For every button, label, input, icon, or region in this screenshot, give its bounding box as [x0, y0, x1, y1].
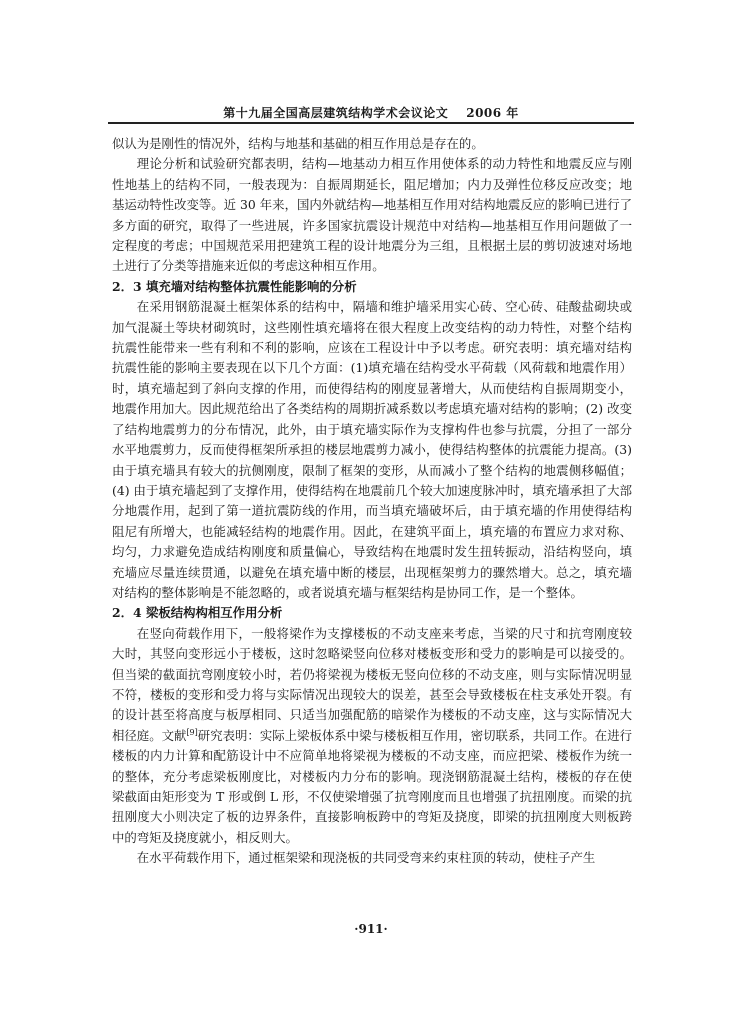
section-heading-2-4: 2．4 梁板结构构相互作用分析	[112, 605, 283, 621]
conference-year: 2006 年	[466, 106, 519, 120]
paragraph-horizontal-load: 在水平荷载作用下，通过框架梁和现浇板的共同受弯来约束柱顶的转动，使柱子产生	[136, 850, 596, 866]
page-number: ·911·	[354, 922, 388, 936]
header-rule	[108, 122, 634, 124]
conference-title: 第十九届全国高层建筑结构学术会议论文	[223, 106, 449, 120]
paragraph-beam-slab-part1: 在竖向荷载作用下，一般将梁作为支撑楼板的不动支座来考虑，当梁的尺寸和抗弯刚度较大时，其竖向变形远小于楼板，这时忽略梁竖向位移对楼板变形和受力的影响是可以接受的。但当梁的截面抗弯刚度较小时，若仍将梁视为楼板无竖向位移的不动支座，则与实际情况明显不符，楼板的变形和受力将与实际情况出现较大的误差，甚至会导致楼板在柱支承处开裂。有的设计甚至将高度与板厚相同、只适当加强配筋的暗梁作为楼板的不动支座，这与实际情况大相径庭。文献	[112, 625, 632, 743]
section-heading-2-3: 2．3 填充墙对结构整体抗震性能影响的分析	[112, 278, 357, 294]
running-header	[108, 104, 634, 121]
paragraph-continuation: 似认为是刚性的情况外，结构与地基和基础的相互作用总是存在的。	[112, 136, 484, 151]
paragraph-soil-structure: 理论分析和试验研究都表明，结构—地基动力相互作用使体系的动力特性和地震反应与刚性地基上的结构不同，一般表现为：自振周期延长，阻尼增加；内力及弹性位移反应改变；地基运动特性改变等。近 30 年来，国内外就结构—地基相互作用对结构地震反应的影响已进行了多方面的研究，取得了一些进展，许多国家抗震设计规范中对结构—地基相互作用问题做了一定程度的考虑；中国规范采用把建筑工程的设计地震分为三组，且根据土层的剪切波速对场地土进行了分类等措施来近似的考虑这种相互作用。	[112, 156, 632, 274]
paragraph-infill-wall: 在采用钢筋混凝土框架体系的结构中，隔墙和维护墙采用实心砖、空心砖、硅酸盐砌块或加气混凝土等块材砌筑时，这些刚性填充墙将在很大程度上改变结构的动力特性，对整个结构抗震性能带来一些有利和不利的影响，应该在工程设计中予以考虑。研究表明：填充墙对结构抗震性能的影响主要表现在以下几个方面：(1)填充墙在结构受水平荷载（风荷载和地震作用）时，填充墙起到了斜向支撑的作用，而使得结构的刚度显著增大，从而使结构自振周期变小，地震作用加大。因此规范给出了各类结构的周期折减系数以考虑填充墙对结构的影响；(2) 改变了结构地震剪力的分布情况，此外，由于填充墙实际作为支撑构件也参与抗震，分担了一部分水平地震剪力，反而使得框架所承担的楼层地震剪力减小，使得结构整体的抗震能力提高。(3) 由于填充墙具有较大的抗侧刚度，限制了框架的变形，从而减小了整个结构的地震侧移幅值；(4) 由于填充墙起到了支撑作用，使得结构在地震前几个较大加速度脉冲时，填充墙承担了大部分地震作用，起到了第一道抗震防线的作用，而当填充墙破坏后，由于填充墙的作用使得结构阻尼有所增大，也能减轻结构的地震作用。因此，在建筑平面上，填充墙的布置应力求对称、均匀，力求避免造成结构刚度和质量偏心，导致结构在地震时发生扭转振动，沿结构竖向，填充墙应尽量连续贯通，以避免在填充墙中断的楼层，出现框架剪力的骤然增大。总之，填充墙对结构的整体影响是不能忽略的，或者说填充墙与框架结构是协同工作，是一个整体。	[112, 299, 632, 600]
paragraph-beam-slab-part2: 研究表明：实际上梁板体系中梁与楼板相互作用，密切联系，共同工作。在进行楼板的内力计算和配筋设计中不应简单地将梁视为楼板的不动支座，而应把梁、楼板作为统一的整体，充分考虑梁板刚度比，对楼板内力分布的影响。现浇钢筋混凝土结构，楼板的存在使梁截面由矩形变为 T 形或倒 L 形，不仅使梁增强了抗弯刚度而且也增强了抗扭刚度。而梁的抗扭刚度大小则决定了板的边界条件，直接影响板跨中的弯矩及挠度，即梁的抗扭刚度大则板跨中的弯矩及挠度就小，相反则大。	[112, 727, 632, 845]
body-text	[112, 134, 632, 869]
paragraph-beam-slab	[112, 624, 632, 848]
citation-reference: [9]	[186, 727, 198, 737]
